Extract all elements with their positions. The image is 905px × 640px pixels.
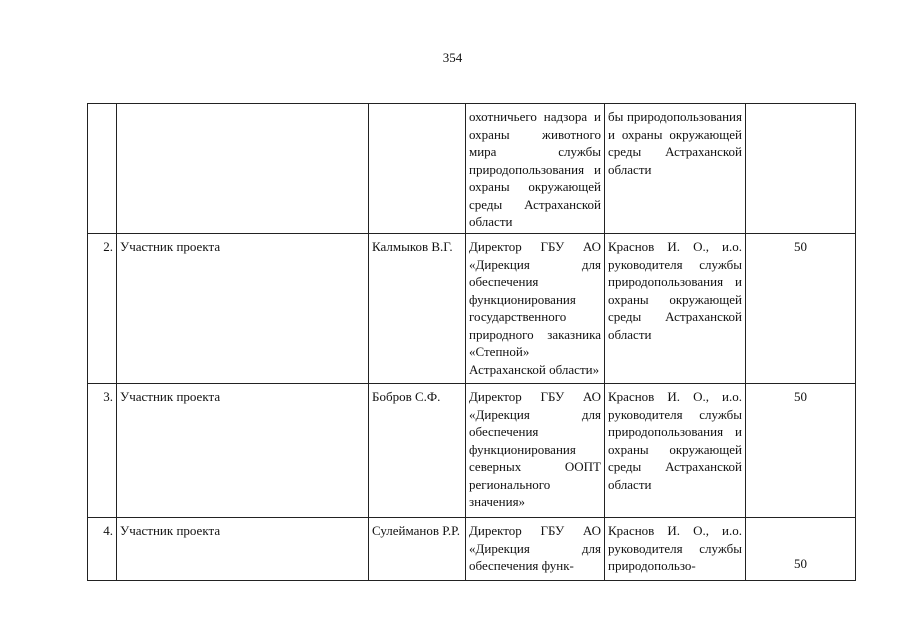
table-row — [88, 518, 856, 581]
value-cell — [746, 518, 856, 581]
row-number-cell — [88, 104, 117, 234]
supervisor-cell: Краснов И. О., и.о. руководителя службы природопользо- — [605, 518, 746, 581]
name-cell — [369, 104, 466, 234]
name-cell: Сулейманов Р.Р. — [369, 518, 466, 581]
position-cell: Директор ГБУ АО «Дирекция для обеспечения функционирования северных ООПТ регионального значения» — [466, 384, 605, 518]
row-number-cell: 3. — [88, 384, 117, 518]
value-text: 50 — [794, 555, 807, 571]
value-cell — [746, 104, 856, 234]
name-cell: Бобров С.Ф. — [369, 384, 466, 518]
project-participants-table — [87, 103, 856, 581]
supervisor-cell: Краснов И. О., и.о. руководителя службы природопользования и охраны окружающей среды Астраханской области — [605, 234, 746, 384]
position-cell: охотничьего надзора и охраны животного мира службы природопользования и охраны окружающей среды Астраханской области — [466, 104, 605, 234]
role-cell: Участник проекта — [117, 234, 369, 384]
position-cell: Директор ГБУ АО «Дирекция для обеспечения функционирования государственного природного заказника «Степной» Астраханской области» — [466, 234, 605, 384]
value-cell — [746, 384, 856, 518]
supervisor-cell: Краснов И. О., и.о. руководителя службы природопользования и охраны окружающей среды Астраханской области — [605, 384, 746, 518]
value-cell — [746, 234, 856, 384]
name-cell: Калмыков В.Г. — [369, 234, 466, 384]
value-text: 50 — [794, 239, 807, 254]
table-row — [88, 384, 856, 518]
page-number: 354 — [442, 50, 463, 65]
value-text: 50 — [794, 389, 807, 404]
role-cell: Участник проекта — [117, 518, 369, 581]
position-cell: Директор ГБУ АО «Дирекция для обеспечения функ- — [466, 518, 605, 581]
role-cell — [117, 104, 369, 234]
role-cell: Участник проекта — [117, 384, 369, 518]
supervisor-cell: бы природопользования и охраны окружающей среды Астраханской области — [605, 104, 746, 234]
row-number-cell: 2. — [88, 234, 117, 384]
table-row — [88, 234, 856, 384]
row-number-cell: 4. — [88, 518, 117, 581]
table-row — [88, 104, 856, 234]
